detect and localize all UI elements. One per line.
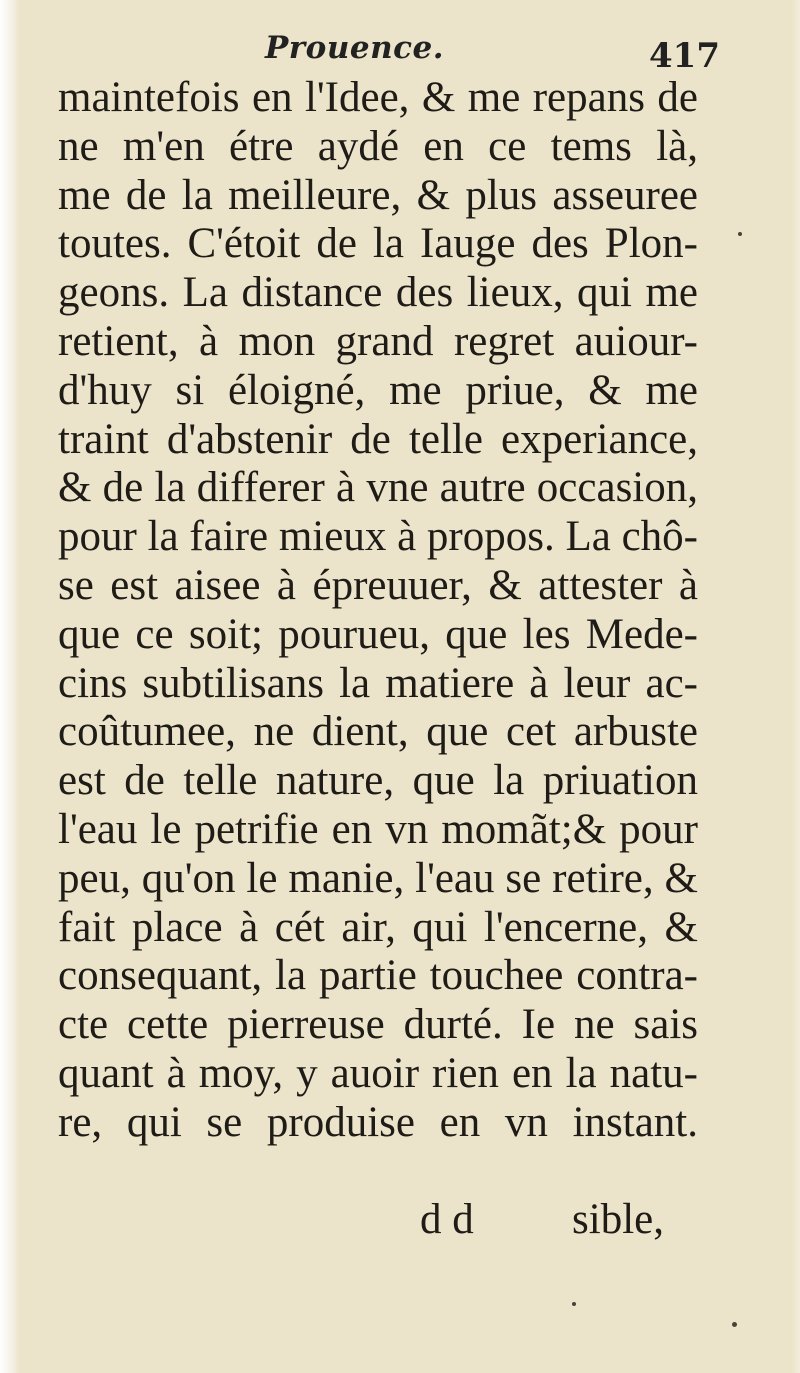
text-line: me de la meilleure, & plus asseuree	[58, 171, 698, 219]
text-line: est de telle nature, que la priuation	[58, 757, 698, 805]
text-line: l'eau le petrifie en vn momãt;& pour	[58, 805, 698, 853]
text-line: peu, qu'on le manie, l'eau se retire, &	[58, 854, 698, 902]
text-line: toutes. C'étoit de la Iauge des Plon-	[58, 220, 698, 268]
text-line: maintefois en l'Idee, & me repans de	[58, 74, 698, 121]
text-line: traint d'abstenir de telle experiance,	[58, 415, 698, 463]
body-text	[58, 74, 698, 1148]
page-header	[60, 30, 720, 74]
text-line: re, qui se produise en vn instant.	[58, 1098, 698, 1146]
signature-mark: d d	[420, 1196, 474, 1243]
text-line: geons. La distance des lieux, qui me	[58, 269, 698, 317]
text-line: retient, à mon grand regret auiour-	[58, 317, 698, 365]
page-edge	[792, 0, 800, 1373]
text-line: consequant, la partie touchee contra-	[58, 952, 698, 1000]
text-line: d'huy si éloigné, me priue, & me	[58, 366, 698, 414]
ink-speck	[732, 1322, 737, 1327]
text-line: coûtumee, ne dient, que cet arbuste	[58, 708, 698, 756]
text-line: quant à moy, y auoir rien en la natu-	[58, 1049, 698, 1097]
text-line: ne m'en étre aydé en ce tems là,	[58, 122, 698, 170]
text-line: pour la faire mieux à propos. La chô-	[58, 513, 698, 561]
page-gutter	[0, 0, 20, 1373]
ink-speck	[738, 232, 742, 236]
catchword: sible,	[572, 1196, 664, 1243]
text-line: & de la differer à vne autre occasion,	[58, 464, 698, 512]
page-number: 417	[649, 36, 720, 76]
page-footer	[58, 1195, 698, 1255]
ink-speck	[572, 1302, 576, 1306]
text-line: cte cette pierreuse durté. Ie ne sais	[58, 1001, 698, 1049]
text-line: se est aisee à épreuuer, & attester à	[58, 561, 698, 609]
text-line: que ce soit; pourueu, que les Mede-	[58, 610, 698, 658]
text-line: cins subtilisans la matiere à leur ac-	[58, 659, 698, 707]
text-line: fait place à cét air, qui l'encerne, &	[58, 903, 698, 951]
running-title: Prouence.	[265, 30, 445, 66]
